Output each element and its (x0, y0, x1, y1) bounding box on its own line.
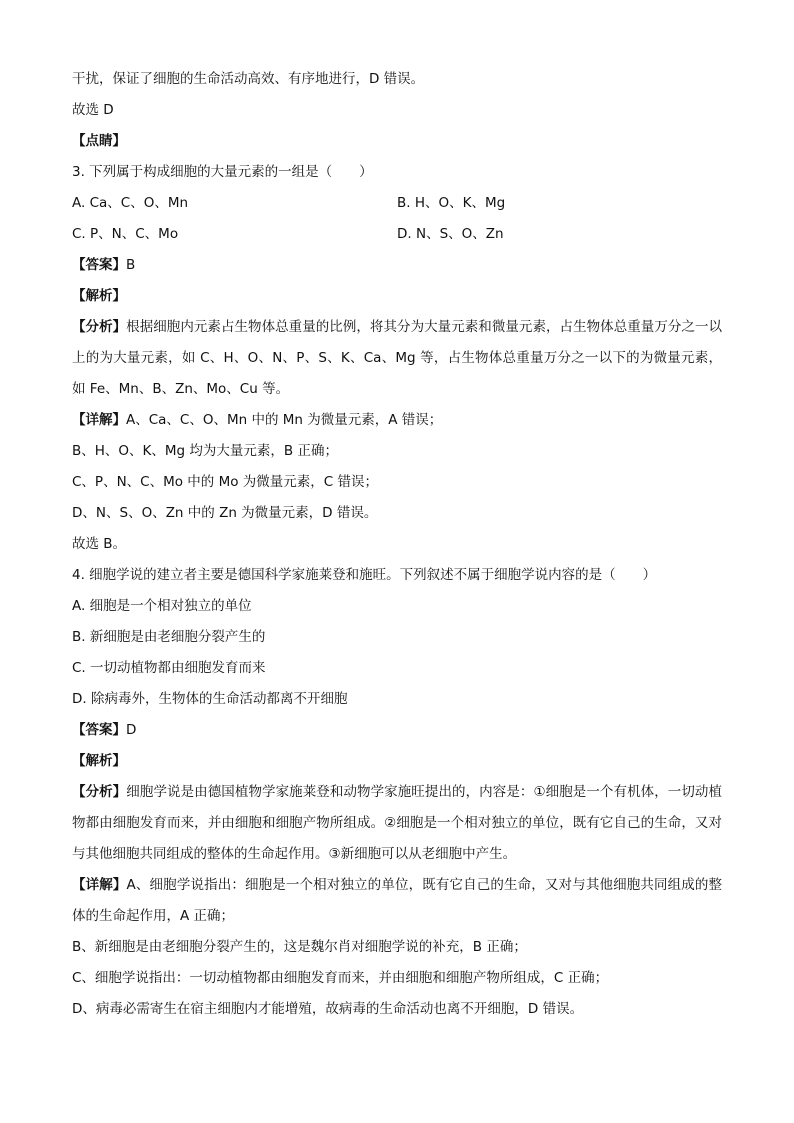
question-3-options-row-2 (72, 219, 722, 250)
question-4-stem: 4. 细胞学说的建立者主要是德国科学家施莱登和施旺。下列叙述不属于细胞学说内容的是（ ） (72, 567, 657, 583)
question-4-answer (72, 715, 722, 746)
option-b: B. H、O、K、Mg (397, 195, 506, 211)
question-3-conclusion: 故选 B。 (72, 536, 127, 552)
detail-tag: 【详解】 (72, 412, 126, 428)
question-4-option-c: C. 一切动植物都由细胞发育而来 (72, 660, 266, 676)
section-tag-jiexi: 【解析】 (72, 288, 126, 304)
option-c: C. P、N、C、Mo (72, 226, 179, 242)
question-4-detail-d: D、病毒必需寄生在宿主细胞内才能增殖，故病毒的生命活动也离不开细胞，D 错误。 (72, 1001, 584, 1017)
question-3-stem: 3. 下列属于构成细胞的大量元素的一组是（ ） (72, 164, 373, 180)
analysis-text: 细胞学说是由德国植物学家施莱登和动物学家施旺提出的，内容是：①细胞是一个有机体，一切动植物都由细胞发育而来，并由细胞和细胞产物所组成。②细胞是一个相对独立的单位，既有它自己的生命，又对与其他细胞共同组成的整体的生命起作用。③新细胞可以从老细胞中产生。 (72, 784, 723, 862)
detail-tag: 【详解】 (72, 877, 127, 893)
question-4-option-b: B. 新细胞是由老细胞分裂产生的 (72, 629, 266, 645)
question-4-detail-c: C、细胞学说指出：一切动植物都由细胞发育而来，并由细胞和细胞产物所组成，C 正确； (72, 970, 609, 986)
question-4-detail-b: B、新细胞是由老细胞分裂产生的，这是魏尔肖对细胞学说的补充，B 正确； (72, 939, 527, 955)
question-3-detail-b: B、H、O、K、Mg 均为大量元素，B 正确； (72, 443, 338, 459)
analysis-tag: 【分析】 (72, 319, 127, 335)
option-d: D. N、S、O、Zn (397, 226, 504, 242)
question-4-option-a: A. 细胞是一个相对独立的单位 (72, 598, 252, 614)
option-a: A. Ca、C、O、Mn (72, 195, 189, 211)
answer-value: B (126, 257, 136, 273)
answer-tag: 【答案】 (72, 257, 126, 273)
question-4-detail-a (72, 870, 722, 932)
text-line: 干扰，保证了细胞的生命活动高效、有序地进行，D 错误。 (72, 71, 425, 87)
text-line: 故选 D (72, 102, 114, 118)
question-3-detail-c: C、P、N、C、Mo 中的 Mo 为微量元素，C 错误； (72, 474, 378, 490)
question-3-analysis (72, 312, 722, 405)
analysis-text: 根据细胞内元素占生物体总重量的比例，将其分为大量元素和微量元素，占生物体总重量万分之一以上的为大量元素，如 C、H、O、N、P、S、K、Ca、Mg 等，占生物体总重量万分之一以下的为微量元素，如 Fe、Mn、B、Zn、Mo、Cu 等。 (72, 319, 723, 397)
document-page (72, 64, 722, 1025)
section-tag-jiexi: 【解析】 (72, 753, 126, 769)
detail-text: A、细胞学说指出：细胞是一个相对独立的单位，既有它自己的生命，又对与其他细胞共同组成的整体的生命起作用，A 正确； (72, 877, 723, 924)
question-3-detail-d: D、N、S、O、Zn 中的 Zn 为微量元素，D 错误。 (72, 505, 378, 521)
question-3-answer (72, 250, 722, 281)
question-3-detail-a (72, 405, 722, 436)
answer-value: D (126, 722, 137, 738)
analysis-tag: 【分析】 (72, 784, 127, 800)
question-4-option-d: D. 除病毒外，生物体的生命活动都离不开细胞 (72, 691, 348, 707)
section-tag-dianjing: 【点睛】 (72, 133, 126, 149)
question-3-options-row-1 (72, 188, 722, 219)
detail-text: A、Ca、C、O、Mn 中的 Mn 为微量元素，A 错误； (126, 412, 443, 428)
question-4-analysis (72, 777, 722, 870)
answer-tag: 【答案】 (72, 722, 126, 738)
